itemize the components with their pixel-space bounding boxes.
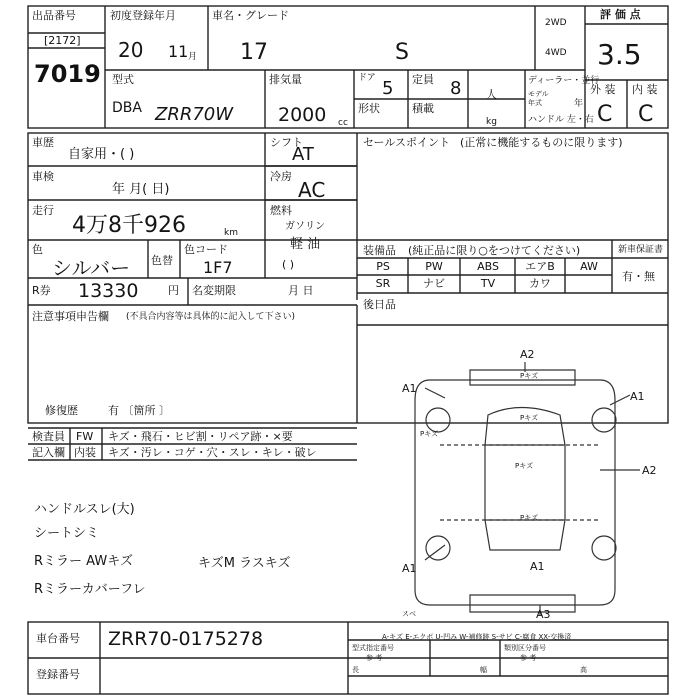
mark-left-bottom: A1 — [402, 562, 417, 575]
mileage-label: 走行 — [32, 204, 54, 217]
shift-label: シフト — [270, 136, 303, 149]
type-label: 型式 — [112, 73, 134, 86]
shape-label: 形状 — [358, 102, 380, 115]
equip-leather: カワ — [529, 277, 551, 290]
int-value: C — [638, 102, 654, 127]
repair-label: 修復歴 — [45, 404, 78, 417]
small-mark-1: Pキズ — [520, 372, 539, 380]
note-line-3: Rミラー AWキズ — [34, 554, 133, 569]
colorcode-label: 色コード — [184, 243, 228, 256]
fuel-gas: ガソリン — [285, 221, 325, 232]
disp-label: 排気量 — [269, 73, 302, 86]
color-label: 色 — [32, 243, 43, 256]
load-label: 積載 — [412, 102, 434, 115]
score-value: 3.5 — [597, 38, 642, 71]
recycle-unit: 円 — [168, 284, 179, 297]
drive-4wd: 4WD — [545, 48, 567, 58]
equip-label: 装備品 — [363, 244, 396, 257]
name-label: 車名・グレード — [212, 9, 289, 22]
shift-value: AT — [292, 144, 314, 165]
name-value: 17 — [240, 40, 268, 65]
reg-year: 20 — [118, 38, 144, 62]
small-mark-2: Pキズ — [520, 414, 539, 422]
chassis-label: 車台番号 — [36, 632, 80, 645]
ext-label: 外 装 — [590, 83, 616, 96]
mileage-unit: km — [224, 228, 238, 238]
equip-aw: AW — [580, 260, 598, 273]
mark-right-mid: A2 — [642, 464, 657, 477]
disp-value: 2000 — [278, 104, 327, 126]
fuel-label: 燃料 — [270, 204, 292, 217]
note-line-3b: キズM ラスキズ — [198, 556, 291, 571]
model-label: モデル — [528, 90, 549, 98]
cap-label: 定員 — [412, 73, 434, 86]
disp-unit: cc — [338, 118, 348, 128]
form-label-2: 類別区分番号 — [504, 644, 546, 652]
equip-navi: ナビ — [423, 277, 445, 290]
ext-value: C — [597, 102, 613, 127]
later-label: 後日品 — [363, 298, 396, 311]
form-label-1: 型式指定番号 — [352, 644, 394, 652]
colorchange-label: 色替 — [151, 254, 173, 267]
ac-value: AC — [298, 178, 326, 202]
int-items: キズ・汚レ・コゲ・穴・スレ・キレ・破レ — [108, 446, 317, 459]
colorcode-value: 1F7 — [203, 258, 233, 277]
ref-label-1: 参 考 — [366, 654, 383, 662]
history-value: 自家用・( ) — [68, 147, 135, 162]
height-label: 高 — [580, 666, 587, 674]
reg-label: 初度登録年月 — [110, 9, 176, 22]
equip-tv: TV — [480, 277, 496, 290]
equip-pw: PW — [425, 260, 443, 273]
small-mark-5: Pキズ — [520, 514, 539, 522]
length-label: 長 — [352, 666, 359, 674]
cap-value: 8 — [450, 78, 462, 99]
mark-right-top: A1 — [630, 390, 645, 403]
equip-ps: PS — [376, 260, 390, 273]
door-value: 5 — [382, 78, 394, 99]
inspection-value: 年 月( 日) — [112, 182, 170, 197]
mark-bottom: A3 — [536, 608, 551, 621]
color-value: シルバー — [52, 256, 131, 280]
warranty-label: 新車保証書 — [618, 245, 664, 255]
small-mark-3: Pキズ — [420, 430, 439, 438]
diagram-legend: A-キズ E-エクボ U-凹み W-補修跡 S-サビ C-腐食 XX-交換済 — [382, 633, 572, 641]
dealer-label: ディーラー・並行 — [528, 76, 600, 86]
fw-label: FW — [76, 430, 94, 443]
equip-abs: ABS — [477, 260, 499, 273]
equip-airbag: エアB — [525, 260, 555, 273]
inspection-label: 車検 — [32, 170, 54, 183]
sales-label: セールスポイント — [363, 136, 451, 149]
month-unit: 月 — [188, 52, 198, 62]
width-label: 幅 — [480, 666, 487, 674]
lot-sub: [2172] — [44, 34, 81, 47]
sales-sub: (正常に機能するものに限ります) — [460, 136, 623, 149]
fw-items: キズ・飛石・ヒビ割・リペア跡・×要 — [108, 430, 293, 443]
note-line-4: Rミラーカバーフレ — [34, 582, 146, 597]
year-unit: 年 — [574, 99, 584, 109]
handle-label: ハンドル 左・右 — [528, 115, 594, 125]
small-mark-4: Pキズ — [515, 462, 534, 470]
drive-2wd: 2WD — [545, 18, 567, 28]
recycle-label: R券 — [32, 284, 51, 297]
equip-sr: SR — [375, 277, 391, 290]
lot-number: 7019 — [34, 60, 101, 88]
score-label: 評 価 点 — [600, 8, 641, 21]
load-unit: kg — [486, 117, 497, 127]
repair-value: 有 〔箇所 〕 — [108, 404, 170, 417]
car-diagram — [415, 362, 640, 615]
name-change-label: 名変期限 — [192, 284, 236, 297]
history-label: 車歴 — [32, 136, 54, 149]
type-prefix: DBA — [112, 100, 142, 116]
grade-value: S — [395, 40, 409, 65]
note-line-1: ハンドルスレ(大) — [34, 502, 135, 517]
mark-left-top: A1 — [402, 382, 417, 395]
cap-unit: 人 — [486, 88, 497, 101]
mileage-value: 4万8千926 — [72, 213, 186, 238]
warranty-value: 有・無 — [622, 270, 655, 283]
int-row-label: 内装 — [74, 446, 96, 459]
mark-top: A2 — [520, 348, 535, 361]
ref-label-2: 参 考 — [520, 654, 537, 662]
fuel-diesel: 軽 油 — [290, 237, 321, 252]
fuel-paren: ( ) — [282, 258, 295, 271]
door-label: ドア — [358, 73, 376, 83]
type-value: ZRR70W — [155, 104, 234, 125]
notes-sub: (不具合内容等は具体的に記入して下さい) — [126, 312, 296, 322]
lot-label: 出品番号 — [32, 9, 76, 22]
name-change-value: 月 日 — [288, 284, 314, 297]
mark-bottom-mid: A1 — [530, 560, 545, 573]
reg-month: 11 — [168, 42, 189, 61]
ac-label: 冷房 — [270, 170, 292, 183]
notes-label: 注意事項申告欄 — [32, 310, 109, 323]
entry-label: 記入欄 — [32, 446, 65, 459]
chassis-value: ZRR70-0175278 — [108, 628, 264, 650]
reg-no-label: 登録番号 — [36, 668, 80, 681]
inspector-label: 検査員 — [32, 430, 65, 443]
bottom-note: スベ — [402, 610, 416, 618]
model-year-label: 年式 — [528, 99, 542, 107]
equip-sub: (純正品に限り○をつけてください) — [408, 244, 581, 257]
int-label: 内 装 — [632, 83, 658, 96]
recycle-value: 13330 — [78, 280, 139, 302]
note-line-2: シートシミ — [34, 526, 100, 541]
